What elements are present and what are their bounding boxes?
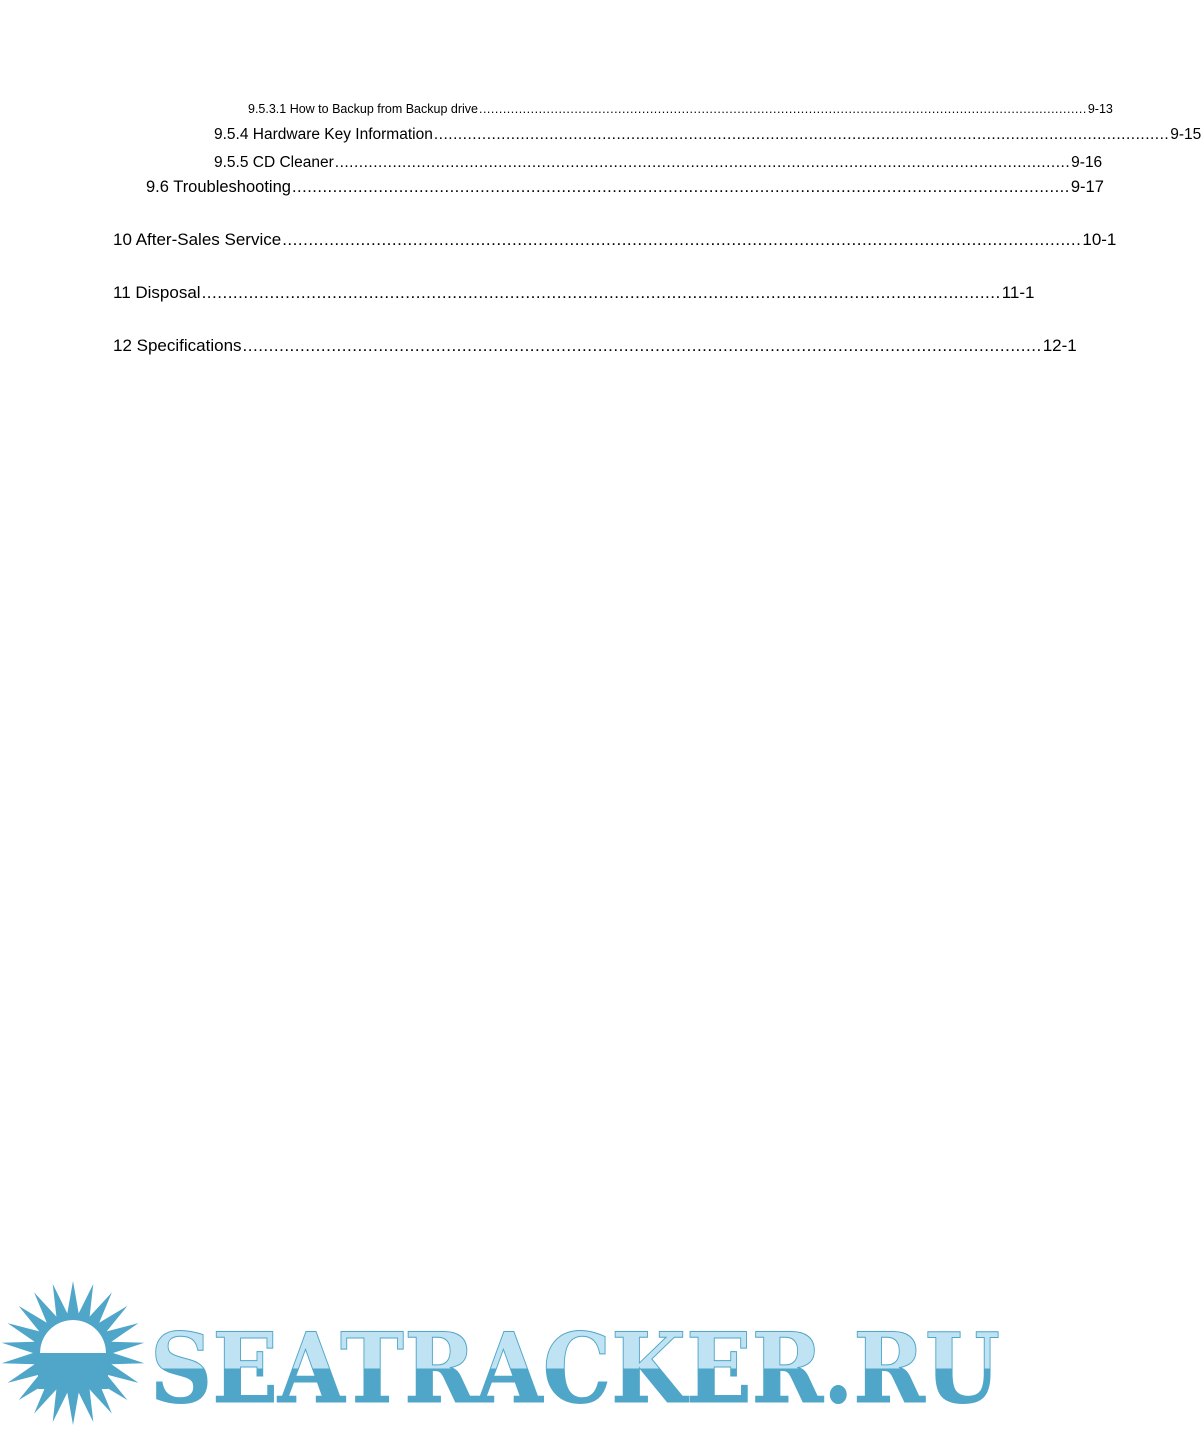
toc-entry-page: 9-16 (1071, 154, 1103, 171)
toc-entry-page: 12-1 (1042, 336, 1077, 355)
toc-entry-title: 9.5.4 Hardware Key Information (214, 126, 433, 143)
toc-leader-dots: ......................................................................................................................................................... (282, 230, 1082, 249)
toc-leader-dots: ......................................................................................................................................................... (242, 336, 1042, 355)
toc-entry[interactable] (113, 230, 1117, 250)
watermark-text: SEATRACKER.RU (150, 1312, 1000, 1425)
toc-entry[interactable] (146, 178, 1104, 197)
toc-entry-title: 12 Specifications (113, 336, 242, 355)
toc-entry-page: 9-13 (1087, 102, 1113, 116)
toc-entry-title: 9.5.5 CD Cleaner (214, 154, 334, 171)
watermark-logo (0, 1290, 1009, 1427)
toc-entry-page: 9-15 (1170, 126, 1201, 143)
toc-leader-dots: ......................................................................................................................................................... (334, 154, 1071, 171)
toc-leader-dots: ......................................................................................................................................................... (433, 126, 1170, 143)
toc-entry-title: 11 Disposal (113, 283, 201, 302)
toc-entry-title: 9.6 Troubleshooting (146, 178, 291, 196)
toc-entry[interactable] (248, 102, 1113, 116)
toc-leader-dots: ......................................................................................................................................................... (478, 102, 1087, 116)
toc-entry-title: 10 After-Sales Service (113, 230, 282, 249)
toc-entry[interactable] (113, 336, 1077, 356)
toc-leader-dots: ......................................................................................................................................................... (291, 178, 1070, 196)
toc-entry[interactable] (113, 283, 1035, 303)
toc-entry-title: 9.5.3.1 How to Backup from Backup drive (248, 102, 478, 116)
toc-entry-page: 11-1 (1001, 283, 1035, 302)
toc-entry[interactable] (214, 154, 1103, 172)
watermark-svg (0, 1290, 1009, 1427)
sun-icon (2, 1281, 145, 1425)
toc-entry[interactable] (214, 126, 1201, 144)
toc-leader-dots: ......................................................................................................................................................... (201, 283, 1001, 302)
toc-entry-page: 10-1 (1082, 230, 1117, 249)
toc-entry-page: 9-17 (1070, 178, 1104, 196)
